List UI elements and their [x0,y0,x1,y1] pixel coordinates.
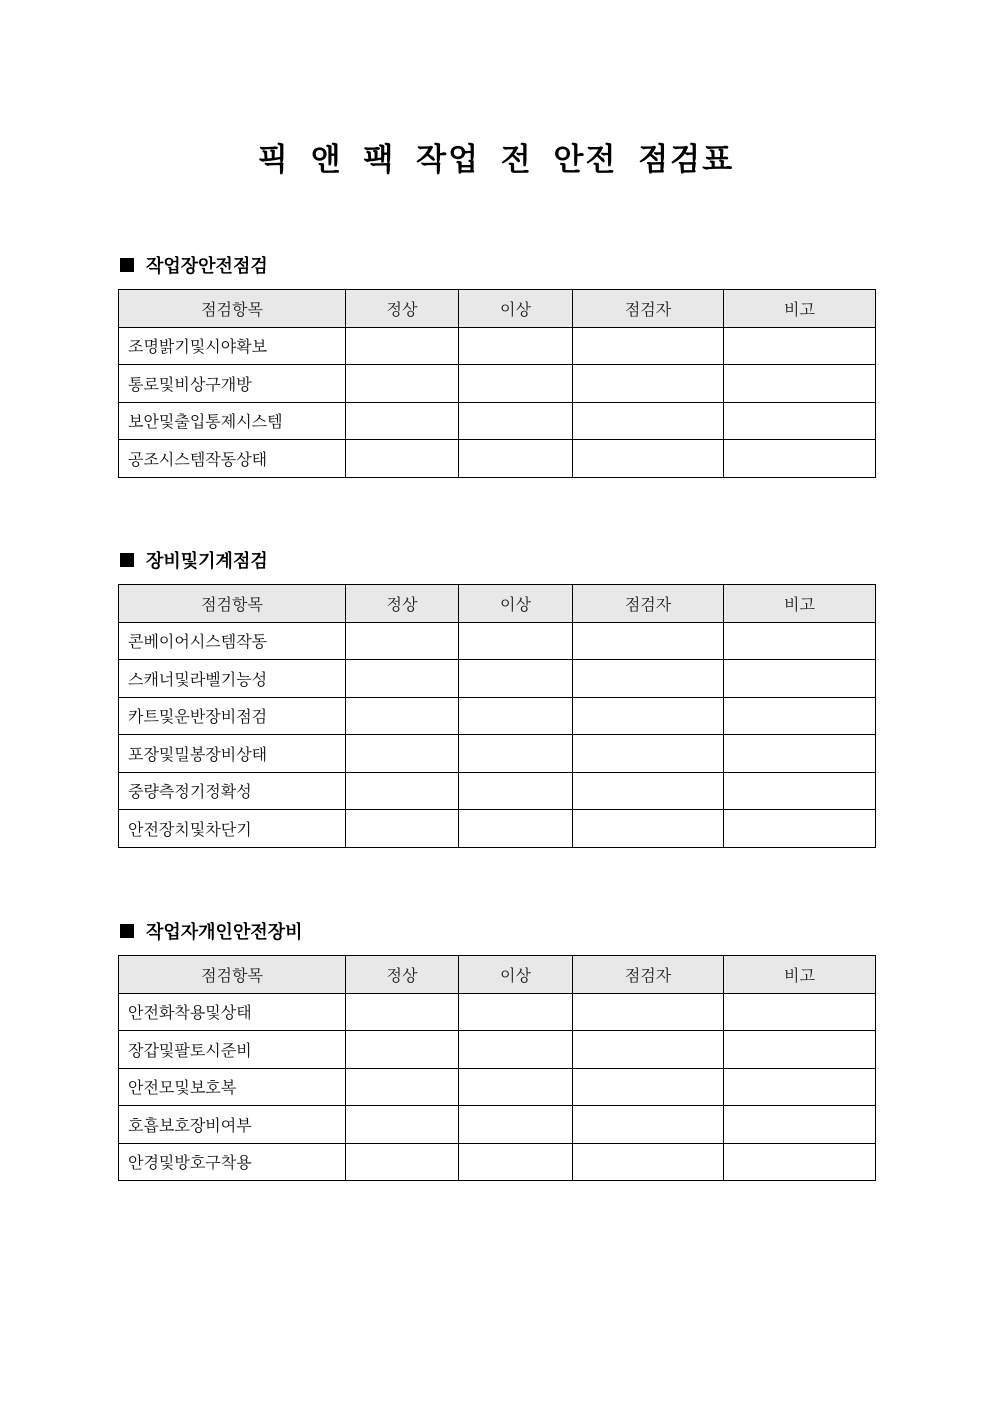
inspector-cell[interactable] [573,697,724,735]
table-row [119,1106,876,1144]
remarks-cell[interactable] [724,1031,876,1069]
abnormal-cell[interactable] [459,327,573,365]
inspector-cell[interactable] [573,622,724,660]
table-row [119,327,876,365]
inspector-cell[interactable] [573,1068,724,1106]
square-bullet-icon [120,553,134,567]
inspector-cell[interactable] [573,1106,724,1144]
normal-cell[interactable] [346,810,459,848]
item-cell: 조명밝기및시야확보 [119,327,346,365]
item-cell: 콘베이어시스템작동 [119,622,346,660]
header-inspector: 점검자 [573,956,724,994]
remarks-cell[interactable] [724,772,876,810]
remarks-cell[interactable] [724,735,876,773]
inspector-cell[interactable] [573,402,724,440]
table-header-row [119,290,876,328]
item-cell: 호흡보호장비여부 [119,1106,346,1144]
section-title-text: 작업자개인안전장비 [146,922,303,943]
item-cell: 보안및출입통제시스템 [119,402,346,440]
page-title: 픽 앤 팩 작업 전 안전 점검표 [257,142,735,178]
normal-cell[interactable] [346,1106,459,1144]
abnormal-cell[interactable] [459,735,573,773]
item-cell: 안전화착용및상태 [119,993,346,1031]
item-cell: 스캐너및라벨기능성 [119,660,346,698]
abnormal-cell[interactable] [459,1143,573,1181]
abnormal-cell[interactable] [459,1031,573,1069]
abnormal-cell[interactable] [459,1106,573,1144]
square-bullet-icon [120,258,134,272]
item-cell: 포장및밀봉장비상태 [119,735,346,773]
inspector-cell[interactable] [573,440,724,478]
remarks-cell[interactable] [724,365,876,403]
inspector-cell[interactable] [573,1031,724,1069]
inspector-cell[interactable] [573,660,724,698]
header-abnormal: 이상 [459,585,573,623]
remarks-cell[interactable] [724,622,876,660]
section-title [120,548,875,572]
section-workplace-safety [118,253,875,478]
table-row [119,622,876,660]
abnormal-cell[interactable] [459,365,573,403]
table-row [119,660,876,698]
header-inspector: 점검자 [573,585,724,623]
remarks-cell[interactable] [724,1143,876,1181]
section-title [120,919,875,943]
remarks-cell[interactable] [724,440,876,478]
table-row [119,365,876,403]
normal-cell[interactable] [346,365,459,403]
header-remarks: 비고 [724,585,876,623]
normal-cell[interactable] [346,1031,459,1069]
remarks-cell[interactable] [724,327,876,365]
inspector-cell[interactable] [573,810,724,848]
table-row [119,697,876,735]
remarks-cell[interactable] [724,993,876,1031]
header-item: 점검항목 [119,290,346,328]
inspector-cell[interactable] [573,735,724,773]
header-normal: 정상 [346,956,459,994]
remarks-cell[interactable] [724,1068,876,1106]
section-title [120,253,875,277]
table-row [119,735,876,773]
normal-cell[interactable] [346,440,459,478]
section-title-text: 장비및기계점검 [146,551,268,572]
remarks-cell[interactable] [724,1106,876,1144]
normal-cell[interactable] [346,327,459,365]
item-cell: 통로및비상구개방 [119,365,346,403]
checklist-table [118,955,876,1181]
remarks-cell[interactable] [724,402,876,440]
abnormal-cell[interactable] [459,402,573,440]
header-remarks: 비고 [724,956,876,994]
header-normal: 정상 [346,290,459,328]
item-cell: 카트및운반장비점검 [119,697,346,735]
table-row [119,810,876,848]
section-personal-protective-equipment [118,919,875,1181]
abnormal-cell[interactable] [459,440,573,478]
header-item: 점검항목 [119,956,346,994]
remarks-cell[interactable] [724,697,876,735]
table-row [119,1031,876,1069]
checklist-table [118,584,876,848]
normal-cell[interactable] [346,622,459,660]
header-item: 점검항목 [119,585,346,623]
abnormal-cell[interactable] [459,810,573,848]
normal-cell[interactable] [346,660,459,698]
abnormal-cell[interactable] [459,1068,573,1106]
item-cell: 중량측정기정확성 [119,772,346,810]
table-row [119,440,876,478]
table-row [119,993,876,1031]
table-row [119,1143,876,1181]
item-cell: 안경및방호구착용 [119,1143,346,1181]
inspector-cell[interactable] [573,365,724,403]
item-cell: 안전모및보호복 [119,1068,346,1106]
table-header-row [119,585,876,623]
item-cell: 안전장치및차단기 [119,810,346,848]
header-abnormal: 이상 [459,290,573,328]
remarks-cell[interactable] [724,660,876,698]
table-row [119,402,876,440]
remarks-cell[interactable] [724,810,876,848]
normal-cell[interactable] [346,402,459,440]
table-row [119,1068,876,1106]
item-cell: 공조시스템작동상태 [119,440,346,478]
header-inspector: 점검자 [573,290,724,328]
section-title-text: 작업장안전점검 [146,256,268,277]
header-abnormal: 이상 [459,956,573,994]
table-header-row [119,956,876,994]
normal-cell[interactable] [346,697,459,735]
inspector-cell[interactable] [573,1143,724,1181]
section-equipment-inspection [118,548,875,848]
header-remarks: 비고 [724,290,876,328]
header-normal: 정상 [346,585,459,623]
inspector-cell[interactable] [573,327,724,365]
normal-cell[interactable] [346,1068,459,1106]
normal-cell[interactable] [346,993,459,1031]
checklist-table [118,289,876,478]
normal-cell[interactable] [346,1143,459,1181]
square-bullet-icon [120,924,134,938]
normal-cell[interactable] [346,772,459,810]
abnormal-cell[interactable] [459,993,573,1031]
abnormal-cell[interactable] [459,772,573,810]
inspector-cell[interactable] [573,772,724,810]
abnormal-cell[interactable] [459,622,573,660]
item-cell: 장갑및팔토시준비 [119,1031,346,1069]
abnormal-cell[interactable] [459,697,573,735]
inspector-cell[interactable] [573,993,724,1031]
table-row [119,772,876,810]
normal-cell[interactable] [346,735,459,773]
abnormal-cell[interactable] [459,660,573,698]
